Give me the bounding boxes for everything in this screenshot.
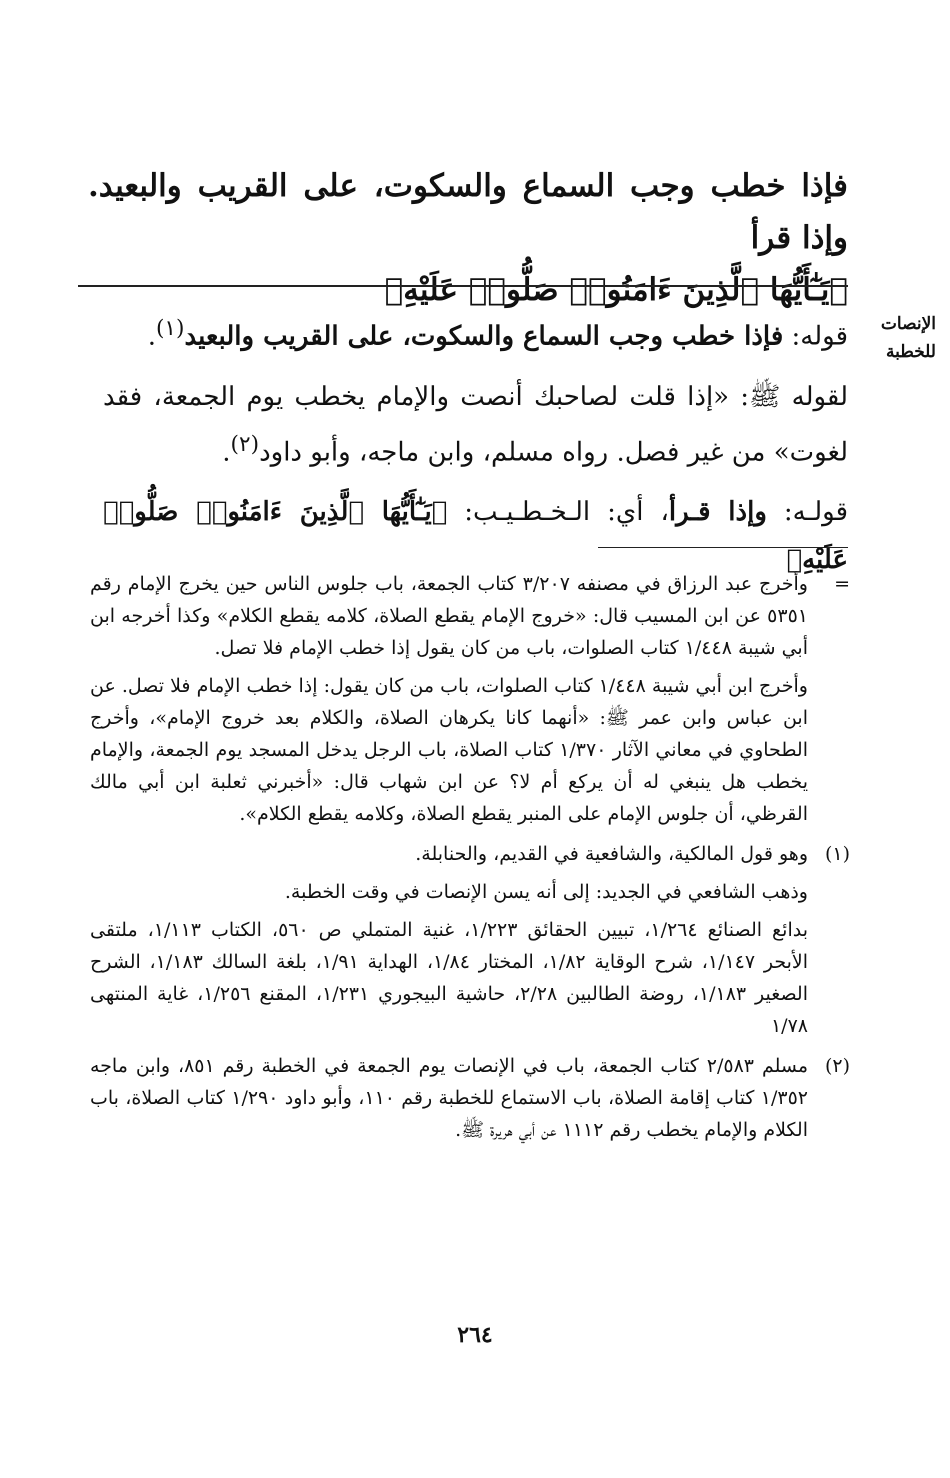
page-number: ٢٦٤ <box>457 1322 493 1348</box>
footnote-ref-1: (١) <box>155 316 185 341</box>
commentary-3-mid: ، أي: الـخـطـيـب: <box>447 497 669 528</box>
footnote-continued-paragraph-1: وأخرج عبد الرزاق في مصنفه ٣/٢٠٧ كتاب الجمعة، باب جلوس الناس حين يخرج الإمام رقم ٥٣٥١ عن ابن المسيب قال: «خروج الإمام يقطع الصلاة، كلامه يقطع الكلام» وكذا أخرجه ابن أبي شيبة ١/٤٤٨ كتاب الصلوات، باب من كان يقول إذا خطب الإمام فلا تصل. <box>90 573 808 659</box>
footnote-1-paragraph-2: وذهب الشافعي في الجديد: إلى أنه يسن الإنصات في وقت الخطبة. <box>284 881 808 903</box>
matn-divider-line <box>78 285 848 287</box>
commentary-paragraph-1 <box>103 305 848 361</box>
commentary-1-end: . <box>147 321 156 352</box>
matn-text: فإذا خطب وجب السماع والسكوت، على القريب والبعيد. وإذا قرأ <box>88 168 848 256</box>
footnote-1-paragraph-3: بدائع الصنائع ١/٢٦٤، تبيين الحقائق ١/٢٢٣، غنية المتملي ص ٥٦٠، الكتاب ١/١١٣، ملتقى الأبحر ١/١٤٧، شرح الوقاية ١/٨٢، المختار ١/٨٤، الهداية ١/٩١، بلغة السالك ١/١٨٣، الشرح الصغير ١/١٨٣، روضة الطالبين ٢/٢٨، حاشية البيجوري ١/٢٣١، المقنع ١/٢٥٦، غاية المنتهى ١/٧٨ <box>90 919 808 1037</box>
commentary-1-prefix: قوله: <box>783 321 848 352</box>
footnote-2 <box>90 1050 850 1146</box>
commentary-block <box>103 305 848 596</box>
commentary-2-text: لقوله ﷺ: «إذا قلت لصاحبك أنصت والإمام يخطب يوم الجمعة، فقد لغوت» من غير فصل. رواه مسلم، وابن ماجه، وأبو داود <box>103 381 848 468</box>
matn-text-block <box>88 160 848 316</box>
commentary-3-verse: ﴿يَـٰٓأَيُّهَا ٱلَّذِينَ ءَامَنُوا۟ صَلُّوا۟ عَلَيْهِ﴾ <box>103 497 848 576</box>
commentary-1-quote: فإذا خطب وجب السماع والسكوت، على القريب والبعيد <box>184 321 784 352</box>
footnote-1-mark: (١) <box>824 843 850 865</box>
footnote-1 <box>90 838 850 1042</box>
footnote-continued <box>90 568 850 830</box>
footnote-ref-2: (٢) <box>230 431 260 457</box>
footnote-continued-mark: = <box>834 573 850 595</box>
commentary-paragraph-2 <box>103 373 848 477</box>
footnote-continued-paragraph-2: وأخرج ابن أبي شيبة ١/٤٤٨ كتاب الصلوات، باب من كان يقول: إذا خطب الإمام فلا تصل. عن ابن عباس وابن عمر ﷺ: «أنهما كانا يكرهان الصلاة، والكلام بعد خروج الإمام»، وأخرج الطحاوي في معاني الآثار ١/٣٧٠ كتاب الصلاة، باب الرجل يدخل المسجد يوم الجمعة، والإمام يخطب هل ينبغي له أن يركع أم لا؟ عن ابن شهاب قال: «أخبرني ثعلبة ابن أبي مالك القرظي، أن جلوس الإمام على المنبر يقطع الصلاة، وكلامه يقطع الكلام». <box>90 675 808 825</box>
footnote-divider-line <box>598 547 848 548</box>
footnote-2-paragraph-1: مسلم ٢/٥٨٣ كتاب الجمعة، باب في الإنصات يوم الجمعة في الخطبة رقم ٨٥١، وابن ماجه ١/٣٥٢ كتاب إقامة الصلاة، باب الاستماع للخطبة رقم ١١٠، وأبو داود ١/٢٩٠ كتاب الصلاة، باب الكلام والإمام يخطب رقم ١١١٢ عن أبي هريرة ﷺ. <box>90 1055 809 1141</box>
matn-verse: ﴿يَـٰٓأَيُّهَا ٱلَّذِينَ ءَامَنُوا۟ صَلُّوا۟ عَلَيْهِ﴾ <box>384 272 848 308</box>
footnote-1-paragraph-1: وهو قول المالكية، والشافعية في القديم، والحنابلة. <box>415 843 808 865</box>
footnotes-block <box>90 568 850 1154</box>
commentary-3-quote: وإذا قـرأ <box>668 497 767 528</box>
margin-note-line2: للخطبة <box>886 342 936 362</box>
footnote-2-mark: (٢) <box>824 1055 850 1077</box>
commentary-3-prefix: قولـه: <box>766 497 848 528</box>
margin-note <box>856 310 936 366</box>
margin-note-line1: الإنصات <box>880 314 936 334</box>
commentary-2-end: . <box>222 437 231 468</box>
